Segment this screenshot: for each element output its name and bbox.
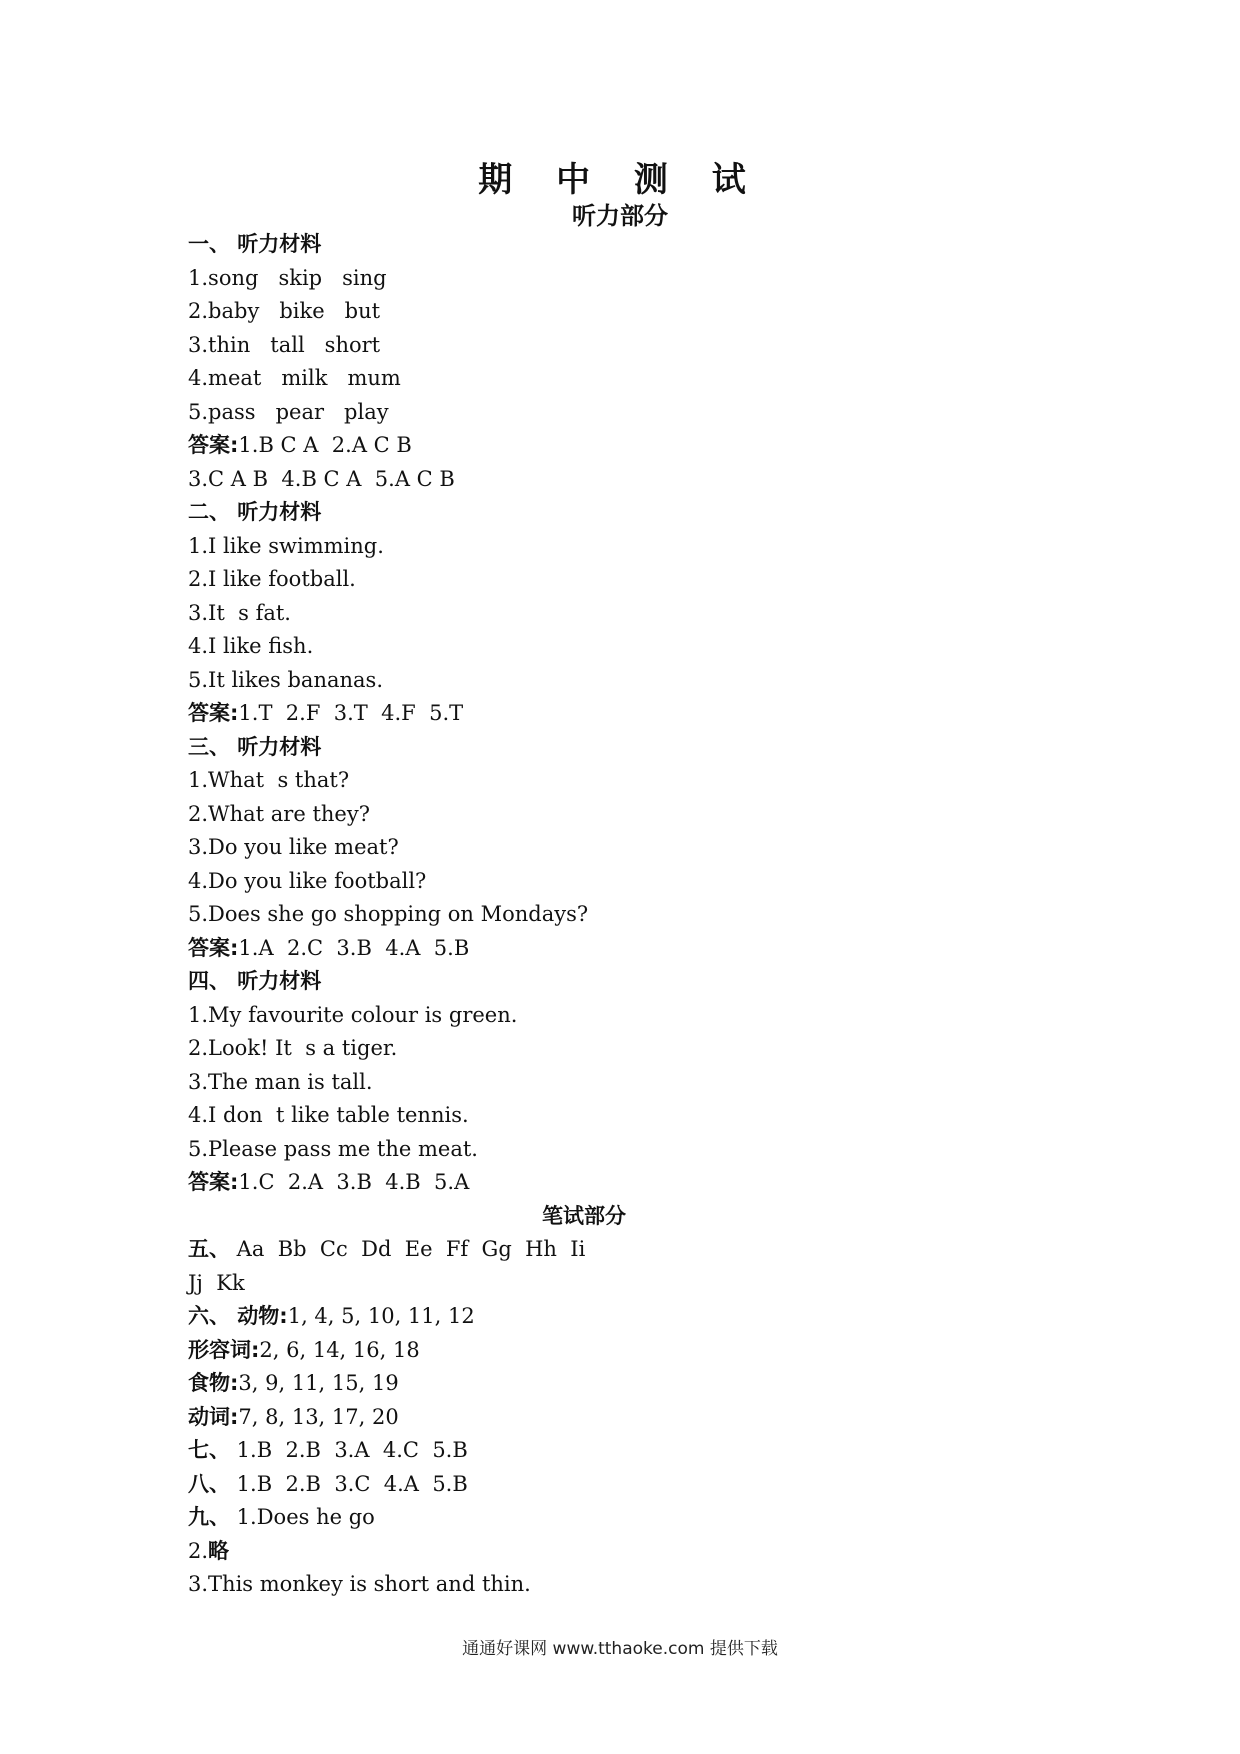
line-heading: 答案:: [188, 935, 239, 960]
line-text: 1.B 2.B 3.C 4.A 5.B: [230, 1471, 468, 1496]
line-text: 3.thin tall short: [188, 332, 381, 357]
answer-line: [188, 1133, 1088, 1167]
line-text: 4.Do you like football?: [188, 868, 427, 893]
answer-content: [188, 228, 1088, 1602]
answer-line: [188, 1501, 1088, 1535]
line-heading: 六、 动物:: [188, 1304, 288, 1328]
answer-line: [188, 1535, 1088, 1569]
line-heading: 形容词:: [188, 1337, 260, 1362]
answer-line: [188, 1032, 1088, 1066]
line-text: 7, 8, 13, 17, 20: [238, 1404, 399, 1429]
line-heading: 二、 听力材料: [188, 500, 322, 524]
answer-line: [188, 1267, 1088, 1301]
line-heading: 三、 听力材料: [188, 734, 322, 759]
answer-line: [188, 932, 1088, 966]
page-title: 期 中 测 试: [478, 160, 762, 200]
line-tail: 略: [208, 1538, 230, 1563]
line-heading: 笔试部分: [542, 1203, 626, 1228]
answer-line: [188, 731, 1088, 765]
answer-line: [188, 496, 1088, 530]
answer-line: [188, 597, 1088, 631]
line-text: 1.C 2.A 3.B 4.B 5.A: [238, 1170, 470, 1194]
line-heading: 七、: [188, 1438, 230, 1462]
answer-line: [188, 396, 1088, 430]
line-text: 2.baby bike but: [188, 299, 381, 323]
answer-line: [188, 1200, 1088, 1234]
line-text: 2.What are they?: [188, 801, 370, 826]
answer-line: [188, 664, 1088, 698]
answer-line: [188, 1166, 1088, 1200]
line-text: 3, 9, 11, 15, 19: [238, 1371, 399, 1395]
answer-line: [188, 262, 1088, 296]
line-heading: 食物:: [188, 1371, 239, 1395]
line-text: 2, 6, 14, 16, 18: [259, 1337, 420, 1362]
line-text: 1.A 2.C 3.B 4.A 5.B: [238, 935, 470, 960]
answer-line: [188, 1434, 1088, 1468]
line-text: Aa Bb Cc Dd Ee Ff Gg Hh Ii: [230, 1237, 586, 1261]
line-heading: 动词:: [188, 1404, 239, 1429]
line-heading: 一、 听力材料: [188, 232, 322, 256]
line-text: Jj Kk: [188, 1270, 245, 1295]
line-text: 1, 4, 5, 10, 11, 12: [287, 1304, 475, 1328]
answer-line: [188, 1300, 1088, 1334]
line-text: 3.C A B 4.B C A 5.A C B: [188, 466, 455, 491]
line-text: 1.B C A 2.A C B: [238, 433, 412, 457]
line-text: 2.Look! It s a tiger.: [188, 1036, 398, 1060]
line-text: 1.What s that?: [188, 768, 350, 792]
line-heading: 答案:: [188, 1170, 239, 1194]
answer-line: [188, 999, 1088, 1033]
line-text: 3.This monkey is short and thin.: [188, 1572, 531, 1596]
answer-line: [188, 563, 1088, 597]
answer-line: [188, 295, 1088, 329]
line-text: 2.I like football.: [188, 567, 356, 591]
line-text: 3.Do you like meat?: [188, 835, 399, 859]
line-heading: 九、: [188, 1505, 230, 1529]
line-heading: 五、: [188, 1237, 230, 1261]
line-text: 2.: [188, 1538, 209, 1563]
line-text: 4.I don t like table tennis.: [188, 1103, 469, 1127]
line-text: 1.T 2.F 3.T 4.F 5.T: [238, 701, 464, 725]
answer-line: [188, 697, 1088, 731]
line-text: 1.song skip sing: [188, 265, 387, 290]
line-text: 1.B 2.B 3.A 4.C 5.B: [230, 1438, 468, 1462]
answer-line: [188, 228, 1088, 262]
answer-line: [188, 1568, 1088, 1602]
line-text: 5.Does she go shopping on Mondays?: [188, 902, 589, 926]
answer-line: [188, 965, 1088, 999]
answer-line: [188, 865, 1088, 899]
line-text: 5.pass pear play: [188, 399, 389, 424]
answer-line: [188, 362, 1088, 396]
answer-line: [188, 1468, 1088, 1502]
line-text: 5.Please pass me the meat.: [188, 1136, 478, 1161]
line-text: 1.My favourite colour is green.: [188, 1002, 518, 1027]
line-heading: 四、 听力材料: [188, 969, 322, 993]
answer-line: [188, 1066, 1088, 1100]
answer-line: [188, 1099, 1088, 1133]
line-heading: 答案:: [188, 433, 239, 457]
line-text: 3.It s fat.: [188, 600, 291, 625]
answer-line: [188, 1334, 1088, 1368]
line-text: 3.The man is tall.: [188, 1069, 373, 1094]
page-footer: 通通好课网 www.tthaoke.com 提供下载: [462, 1639, 778, 1659]
line-text: 1.Does he go: [230, 1505, 375, 1529]
answer-line: [188, 329, 1088, 363]
line-heading: 答案:: [188, 701, 239, 725]
answer-line: [188, 429, 1088, 463]
page-subtitle: 听力部分: [572, 202, 668, 230]
answer-line: [188, 764, 1088, 798]
answer-line: [188, 530, 1088, 564]
answer-line: [188, 831, 1088, 865]
answer-line: [188, 798, 1088, 832]
answer-line: [188, 1367, 1088, 1401]
answer-line: [188, 898, 1088, 932]
line-text: 4.I like fish.: [188, 634, 314, 658]
line-text: 5.It likes bananas.: [188, 667, 383, 692]
line-text: 1.I like swimming.: [188, 533, 384, 558]
answer-line: [188, 1401, 1088, 1435]
answer-line: [188, 630, 1088, 664]
line-heading: 八、: [188, 1471, 230, 1496]
line-text: 4.meat milk mum: [188, 366, 401, 390]
answer-line: [188, 1233, 1088, 1267]
answer-line: [188, 463, 1088, 497]
